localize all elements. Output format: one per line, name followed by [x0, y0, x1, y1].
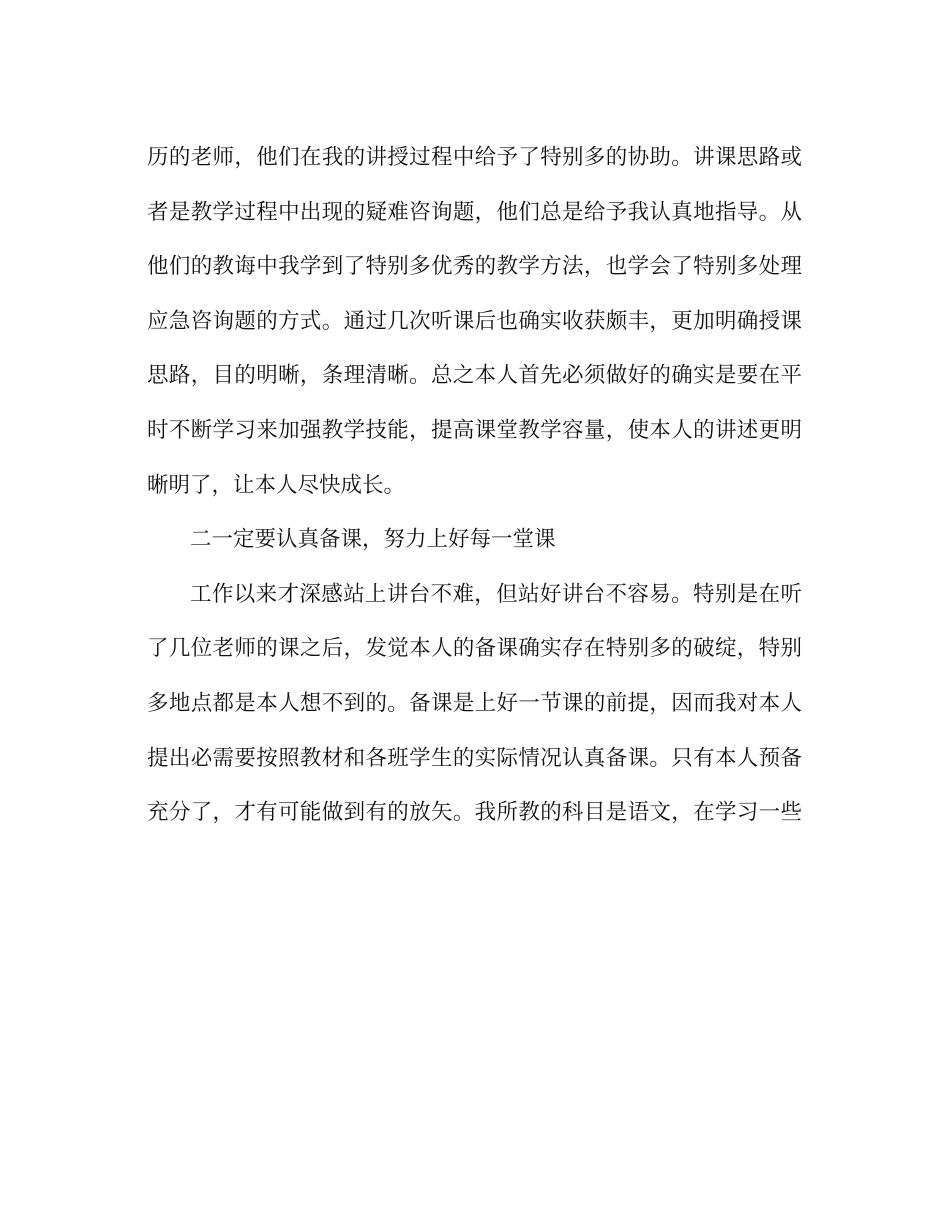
paragraph-line: 他们的教诲中我学到了特别多优秀的教学方法，也学会了特别多处理: [147, 254, 802, 280]
paragraph-line: 历的老师，他们在我的讲授过程中给予了特别多的协助。讲课思路或: [147, 145, 802, 170]
section-heading: 二一定要认真备课，努力上好每一堂课: [190, 527, 556, 553]
paragraph-line: 工作以来才深感站上讲台不难，但站好讲台不容易。特别是在听: [190, 581, 802, 607]
paragraph-line: 时不断学习来加强教学技能，提高课堂教学容量，使本人的讲述更明: [147, 417, 802, 443]
paragraph-line: 者是教学过程中出现的疑难咨询题，他们总是给予我认真地指导。从: [147, 199, 802, 225]
paragraph-line: 多地点都是本人想不到的。备课是上好一节课的前提，因而我对本人: [147, 690, 802, 716]
paragraph-line: 提出必需要按照教材和各班学生的实际情况认真备课。只有本人预备: [147, 745, 802, 771]
paragraph-line: 了几位老师的课之后，发觉本人的备课确实存在特别多的破绽，特别: [147, 636, 802, 662]
paragraph-line: 晰明了，让本人尽快成长。: [147, 472, 406, 498]
paragraph-line: 思路，目的明晰，条理清晰。总之本人首先必须做好的确实是要在平: [147, 363, 802, 389]
paragraph-line: 应急咨询题的方式。通过几次听课后也确实收获颇丰，更加明确授课: [147, 308, 802, 334]
paragraph-line: 充分了，才有可能做到有的放矢。我所教的科目是语文，在学习一些: [147, 800, 802, 826]
body-text: [147, 136, 802, 846]
